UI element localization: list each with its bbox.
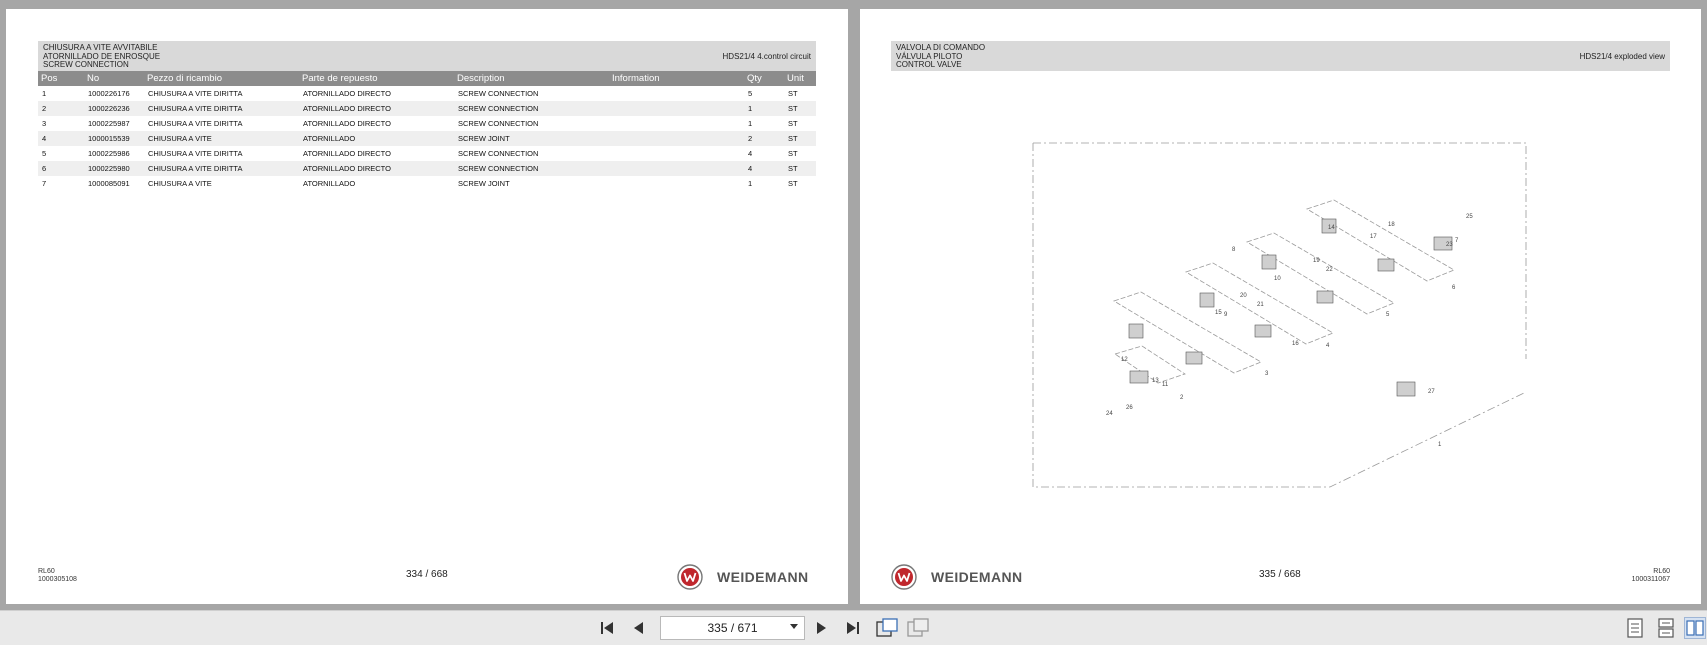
page-header [38, 41, 816, 71]
cell-pos: 2 [38, 101, 84, 116]
cell-parte: ATORNILLADO DIRECTO [299, 161, 454, 176]
two-page-view-icon [1686, 619, 1704, 637]
callout-15: 15 [1215, 310, 1222, 316]
callout-16: 16 [1292, 341, 1299, 347]
col-no: No [84, 71, 144, 86]
first-page-icon [599, 620, 617, 636]
header-line-es: ATORNILLADO DE ENROSQUE [43, 51, 161, 61]
cell-unit: ST [784, 101, 816, 116]
footer-doc-number: 1000305108 [38, 576, 77, 583]
page-number: 334 / 668 [406, 569, 448, 580]
cell-description: SCREW CONNECTION [454, 161, 609, 176]
callout-22: 22 [1326, 267, 1333, 273]
callout-7: 7 [1455, 238, 1459, 244]
callout-6: 6 [1452, 285, 1456, 291]
cell-parte: ATORNILLADO [299, 131, 454, 146]
cell-pos: 6 [38, 161, 84, 176]
two-page-view-button[interactable] [1684, 617, 1706, 639]
callout-11: 11 [1162, 382, 1169, 388]
cell-information [609, 131, 744, 146]
footer-model: RL60 [1653, 568, 1670, 575]
cell-part-number: 1000226176 [88, 89, 130, 98]
cell-part-number: 1000225986 [88, 149, 130, 158]
page-number: 335 / 668 [1259, 569, 1301, 580]
cell-pezzo: CHIUSURA A VITE DIRITTA [148, 149, 243, 158]
fit-width-button[interactable] [907, 617, 929, 639]
callout-17: 17 [1370, 234, 1377, 240]
header-line-en: SCREW CONNECTION [43, 60, 129, 69]
next-page-icon [813, 620, 829, 636]
cell-unit: ST [788, 179, 798, 188]
cell-unit: ST [788, 149, 798, 158]
diagram-frame [1033, 143, 1526, 487]
previous-page-button[interactable] [628, 617, 650, 639]
header-line-it: VALVOLA DI COMANDO [896, 43, 986, 52]
right-page [860, 9, 1701, 604]
callout-18: 18 [1388, 222, 1395, 228]
table-row [38, 176, 816, 191]
callout-10: 10 [1274, 276, 1281, 282]
callout-13: 13 [1152, 378, 1159, 384]
fit-page-icon [876, 618, 898, 638]
continuous-view-button[interactable] [1655, 617, 1677, 639]
cell-qty: 5 [748, 89, 753, 98]
col-pezzo: Pezzo di ricambio [144, 71, 299, 86]
col-description: Description [454, 71, 609, 86]
exploded-sections [1114, 200, 1454, 383]
col-unit: Unit [784, 71, 816, 86]
next-page-button[interactable] [810, 617, 832, 639]
cell-description: SCREW CONNECTION [458, 119, 539, 128]
cell-information [609, 146, 744, 161]
exploded-view-diagram [860, 9, 1701, 604]
section-label: HDS21/4 exploded view [1579, 52, 1665, 61]
callout-20: 20 [1240, 293, 1247, 299]
section-label: HDS21/4 4.control circuit [722, 52, 811, 61]
cell-unit: ST [784, 131, 816, 146]
cell-part-number: 1000015539 [84, 131, 144, 146]
callout-3: 3 [1265, 371, 1269, 377]
header-line-es: VÁLVULA PILOTO [896, 51, 963, 61]
cell-information [609, 116, 744, 131]
cell-unit: ST [788, 89, 798, 98]
cell-pos: 1 [42, 89, 47, 98]
cell-qty: 1 [748, 119, 753, 128]
callout-12: 12 [1121, 357, 1128, 363]
cell-part-number: 1000226236 [84, 101, 144, 116]
cell-qty: 4 [744, 161, 784, 176]
chevron-down-icon [790, 624, 798, 629]
cell-pos: 4 [38, 131, 84, 146]
cell-part-number: 1000225987 [88, 119, 130, 128]
cell-information [609, 101, 744, 116]
fit-width-icon [907, 618, 929, 638]
header-line-it: CHIUSURA A VITE AVVITABILE [43, 43, 158, 52]
cell-description: SCREW CONNECTION [454, 101, 609, 116]
table-row [38, 131, 816, 146]
callout-21: 21 [1257, 302, 1264, 308]
parts-table [38, 71, 816, 191]
cell-information [609, 161, 744, 176]
callout-14: 14 [1328, 225, 1335, 231]
cell-parte: ATORNILLADO [303, 179, 356, 188]
col-parte: Parte de repuesto [299, 71, 454, 86]
callout-26: 26 [1126, 405, 1133, 411]
weidemann-logo-icon [891, 564, 917, 590]
cell-pezzo: CHIUSURA A VITE [148, 179, 212, 188]
cell-description: SCREW CONNECTION [458, 89, 539, 98]
continuous-view-icon [1658, 618, 1674, 638]
page-indicator: 335 / 671 [707, 621, 758, 635]
cell-unit: ST [784, 161, 816, 176]
cell-qty: 2 [744, 131, 784, 146]
viewer-toolbar [0, 610, 1707, 645]
col-qty: Qty [744, 71, 784, 86]
brand-block [891, 564, 1022, 590]
table-row [38, 86, 816, 101]
cell-pezzo: CHIUSURA A VITE DIRITTA [148, 89, 243, 98]
callout-24: 24 [1106, 411, 1113, 417]
last-page-button[interactable] [841, 617, 863, 639]
callout-1: 1 [1438, 442, 1442, 448]
cell-part-number: 1000225980 [84, 161, 144, 176]
cell-qty: 1 [744, 101, 784, 116]
cell-description: SCREW JOINT [454, 131, 609, 146]
table-row [38, 161, 816, 176]
callout-8: 8 [1232, 247, 1236, 253]
table-row [38, 146, 816, 161]
callout-27: 27 [1428, 389, 1435, 395]
cell-qty: 4 [748, 149, 753, 158]
cell-description: SCREW CONNECTION [458, 149, 539, 158]
single-page-view-button[interactable] [1624, 617, 1646, 639]
callout-23: 23 [1446, 242, 1453, 248]
callout-9: 9 [1224, 312, 1228, 318]
cell-pezzo: CHIUSURA A VITE DIRITTA [144, 161, 299, 176]
header-line-en: CONTROL VALVE [896, 60, 962, 69]
last-page-icon [843, 620, 861, 636]
table-row [38, 101, 816, 116]
fit-page-button[interactable] [876, 617, 898, 639]
cell-description: SCREW JOINT [458, 179, 510, 188]
cell-pezzo: CHIUSURA A VITE DIRITTA [144, 101, 299, 116]
cell-part-number: 1000085091 [88, 179, 130, 188]
brand-name: WEIDEMANN [931, 569, 1023, 585]
previous-page-icon [631, 620, 647, 636]
footer-code [1632, 568, 1670, 584]
left-page [6, 9, 848, 604]
cell-unit: ST [788, 119, 798, 128]
footer-code [38, 568, 77, 584]
callout-4: 4 [1326, 343, 1330, 349]
callout-5: 5 [1386, 312, 1390, 318]
cell-parte: ATORNILLADO DIRECTO [303, 149, 391, 158]
brand-block [677, 564, 808, 590]
cell-information [609, 176, 744, 191]
table-header-row [38, 71, 816, 86]
footer-doc-number: 1000311067 [1631, 576, 1670, 583]
cell-pezzo: CHIUSURA A VITE DIRITTA [148, 119, 243, 128]
cell-information [609, 86, 744, 101]
header-title [43, 44, 160, 70]
callout-labels [1106, 214, 1473, 448]
cell-pezzo: CHIUSURA A VITE [144, 131, 299, 146]
first-page-button[interactable] [597, 617, 619, 639]
cell-parte: ATORNILLADO DIRECTO [299, 101, 454, 116]
cell-pos: 3 [42, 119, 47, 128]
callout-19: 19 [1313, 258, 1320, 264]
callout-25: 25 [1466, 214, 1473, 220]
page-number-selector[interactable] [660, 616, 805, 640]
weidemann-logo-icon [677, 564, 703, 590]
col-information: Information [609, 71, 744, 86]
table-row [38, 116, 816, 131]
cell-pos: 7 [42, 179, 47, 188]
callout-2: 2 [1180, 395, 1184, 401]
col-pos: Pos [38, 71, 84, 86]
footer-model: RL60 [38, 568, 55, 575]
cell-parte: ATORNILLADO DIRECTO [303, 119, 391, 128]
brand-name: WEIDEMANN [717, 569, 809, 585]
single-page-view-icon [1627, 618, 1643, 638]
cell-pos: 5 [42, 149, 47, 158]
cell-parte: ATORNILLADO DIRECTO [303, 89, 391, 98]
cell-qty: 1 [748, 179, 753, 188]
